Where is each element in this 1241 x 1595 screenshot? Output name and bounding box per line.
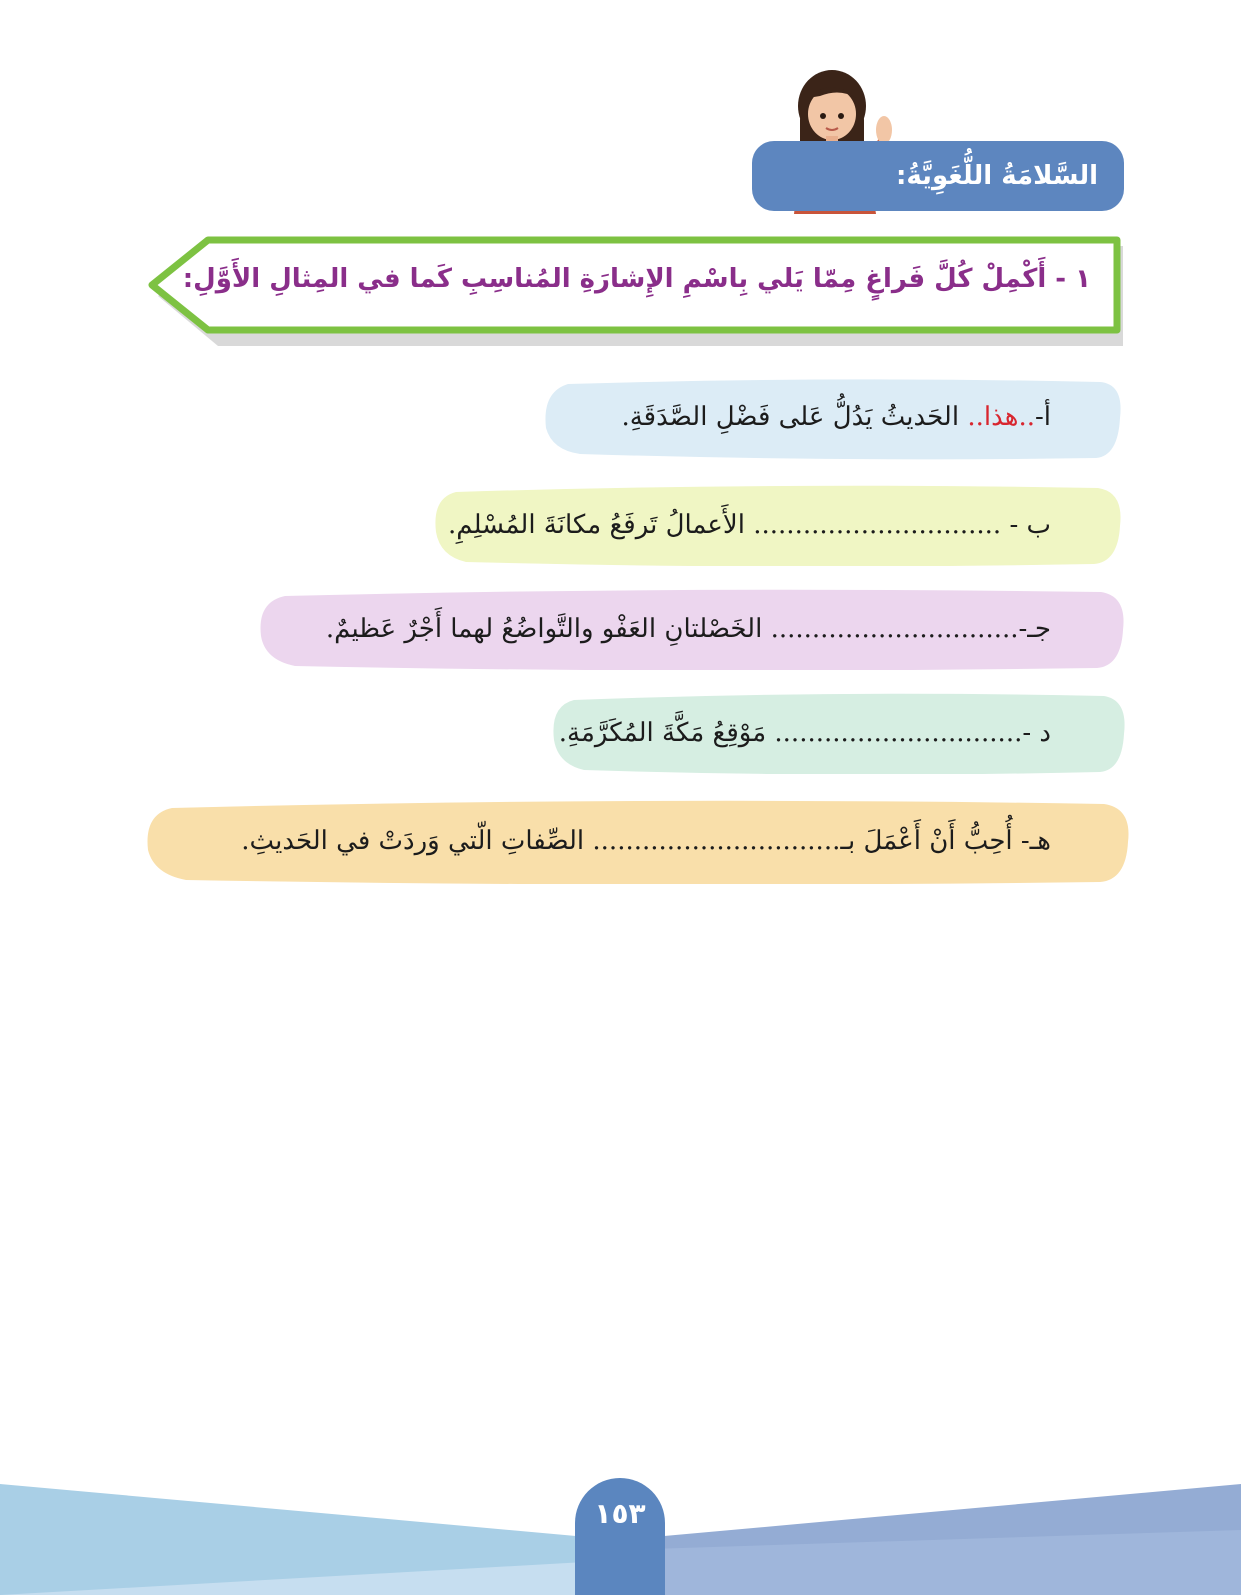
exercise-c-blank: .............................. <box>770 614 1019 644</box>
exercise-b-blank: .............................. <box>753 510 1002 540</box>
page-number: ١٥٣ <box>575 1478 665 1595</box>
exercise-a <box>621 402 1051 432</box>
exercise-e-blank: .............................. <box>592 826 841 856</box>
exercise-b-text: الأَعمالُ تَرفَعُ مكانَةَ المُسْلِمِ. <box>448 510 745 540</box>
exercise-a-answer: ..هذا.. <box>967 402 1035 432</box>
instruction-text: ١ - أَكْمِلْ كُلَّ فَراغٍ مِمّا يَلي بِاسْمِ الإِشارَةِ المُناسِبِ كَما في المِثالِ الأَوَّلِ: <box>182 264 1091 294</box>
exercise-c-text: الخَصْلتانِ العَفْو والتَّواضُعُ لهما أَجْرٌ عَظيمٌ. <box>325 614 763 644</box>
exercise-a-label: أ- <box>1034 402 1051 432</box>
exercise-b-label: ب - <box>1009 510 1051 540</box>
section-title: السَّلامَةُ اللُّغَوِيَّةُ: <box>896 161 1098 191</box>
exercise-d-text: مَوْقِعُ مَكَّةَ المُكَرَّمَةِ. <box>558 718 767 748</box>
exercise-e-label: هـ- <box>1020 826 1051 856</box>
exercise-e <box>241 826 1051 856</box>
exercise-c-label: جـ- <box>1018 614 1051 644</box>
exercise-b <box>448 510 1051 540</box>
exercise-d <box>559 718 1051 748</box>
exercise-c <box>326 614 1051 644</box>
exercise-a-text: الحَديثُ يَدُلُّ عَلى فَضْلِ الصَّدَقَةِ. <box>621 402 960 432</box>
exercise-d-label: د - <box>1022 718 1051 748</box>
section-header <box>752 141 1124 211</box>
exercise-d-blank: .............................. <box>774 718 1023 748</box>
exercise-e-text: الصِّفاتِ الّتي وَردَتْ في الحَديثِ. <box>241 826 585 856</box>
exercise-e-text-before: أُحِبُّ أَنْ أَعْمَلَ بـ <box>840 826 1013 856</box>
